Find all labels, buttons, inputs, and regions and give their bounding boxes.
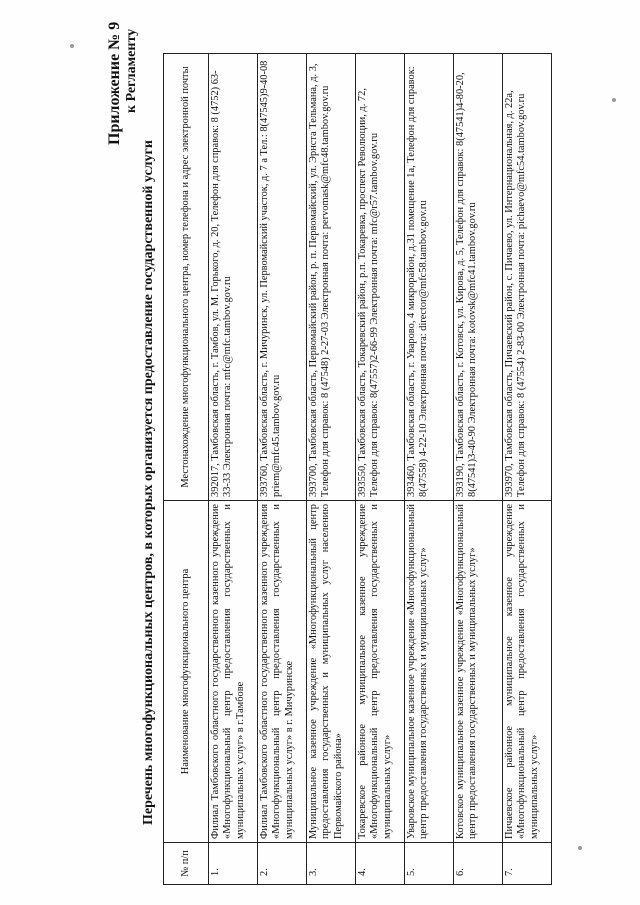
table-row — [258, 54, 307, 885]
table-header-row — [164, 54, 209, 885]
row-number: 6. — [454, 843, 503, 885]
table-row — [209, 54, 258, 885]
row-number: 1. — [209, 843, 258, 885]
appendix-title: Приложение № 9 — [106, 21, 123, 145]
row-location: 392017, Тамбовская область, г. Тамбов, ул. М. Горького, д. 20, Телефон для справок: 8 (4752) 63-33-33 Электронная почта: mfc@mfc.tambov.gov.ru — [209, 54, 258, 501]
table-row — [503, 54, 552, 885]
row-center-name: Пичаевское районное муниципальное казенное учреждение «Многофункциональный центр предоставления государственных и муниципальных услуг» — [503, 501, 552, 843]
row-center-name: Филиал Тамбовского областного государственного казенного учреждения «Многофункциональный центр предоставления государственных и муниципальных услуг» в г. Мичуринске — [258, 501, 307, 843]
table-row — [356, 54, 405, 885]
header-number: № п/п — [164, 843, 209, 885]
row-location: 393190, Тамбовская область, г. Котовск, ул. Кирова, д. 5, Телефон для справок: 8(47541)4-80-20, 8(47541)3-40-90 Электронная почта: kotovsk@mfc41.tambov.gov.ru — [454, 54, 503, 501]
row-location: 393460, Тамбовская область, г. Уварово, 4 микрорайон, д.31 помещение 1а, Телефон для справок: 8(47558) 4-22-10 Электронная почта: director@mfc58.tambov.gov.ru — [405, 54, 454, 501]
mfc-table — [163, 53, 552, 885]
row-center-name: Токаревское районное муниципальное казенное учреждение «Многофункциональный центр предоставления государственных и муниципальных услуг» — [356, 501, 405, 843]
row-location: 393700, Тамбовская область, Первомайский район, р. п. Первомайский, ул. Эрнста Тельмана, д. 3, Телефон для справок: 8 (47548) 2-27-03 Электронная почта: pervomask@mfc48.tambov.gov.ru — [307, 54, 356, 501]
header-location: Местонахождение многофункционального центра, номер телефона и адрес электронной почты — [164, 54, 209, 501]
document-title: Перечень многофункциональных центров, в которых организуется предоставление государственной услуги — [141, 140, 156, 825]
scan-speck — [70, 44, 74, 48]
appendix-subtitle: к Регламенту — [124, 28, 139, 113]
row-center-name: Уваровское муниципальное казенное учреждение «Многофункциональный центр предоставления государственных и муниципальных услуг» — [405, 501, 454, 843]
scan-speck — [578, 846, 582, 850]
row-center-name: Муниципальное казенное учреждение «Многофункциональный центр предоставления государственных и муниципальных услуг населению Первомайского района» — [307, 501, 356, 843]
table-row — [454, 54, 503, 885]
row-number: 2. — [258, 843, 307, 885]
row-location: 393760, Тамбовская область, г. Мичуринск, ул. Первомайский участок, д. 7 а Тел.: 8(47545)9-40-08 priem@mfc45.tambov.gov.ru — [258, 54, 307, 501]
row-number: 5. — [405, 843, 454, 885]
row-number: 4. — [356, 843, 405, 885]
row-location: 393550, Тамбовская область, Токаревский район, р.п. Токаревка, проспект Революции, д. 72, Телефон для справок: 8(47557)2-66-99 Электронная почта: mfc@r57.tambov.gov.ru — [356, 54, 405, 501]
header-name: Наименование многофункционального центра — [164, 501, 209, 843]
scan-speck — [612, 98, 616, 102]
row-number: 7. — [503, 843, 552, 885]
row-center-name: Котовское муниципальное казенное учреждение «Многофункциональный центр предоставления государственных и муниципальных услуг» — [454, 501, 503, 843]
row-number: 3. — [307, 843, 356, 885]
table-row — [405, 54, 454, 885]
row-center-name: Филиал Тамбовского областного государственного казенного учреждение «Многофункциональный центр предоставления государственных и муниципальных услуг» в г.Тамбове — [209, 501, 258, 843]
table-row — [307, 54, 356, 885]
row-location: 393970, Тамбовская область, Пичаевский район, с. Пичаево, ул. Интернациональная, д. 22а, Телефон для справок: 8 (47554) 2-83-00 Электронная почта: pichaevo@mfc54.tambov.gov.ru — [503, 54, 552, 501]
